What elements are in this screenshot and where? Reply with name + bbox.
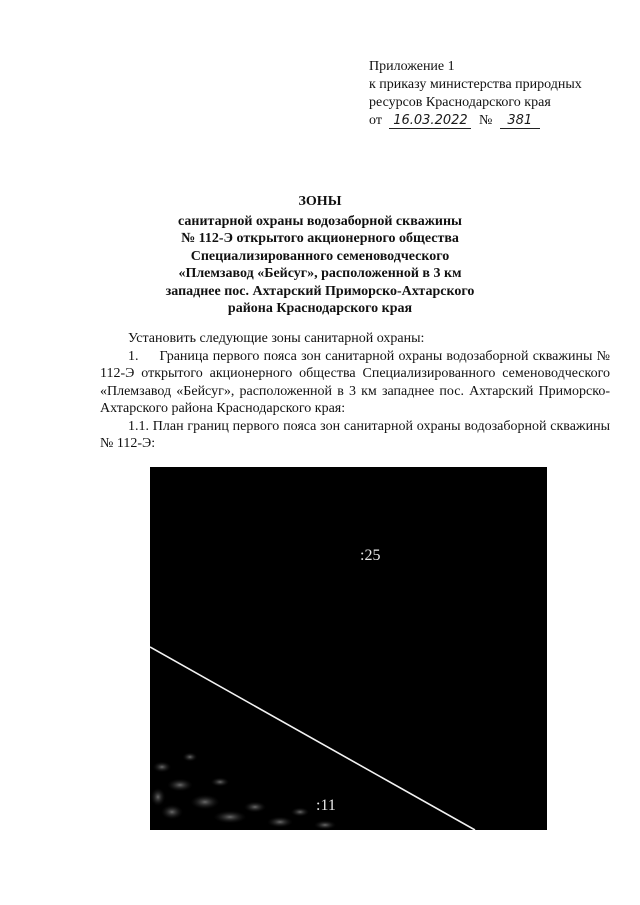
title-heading: ЗОНЫ [298,194,342,209]
title-line: санитарной охраны водозаборной скважины [178,213,462,229]
order-date-handwritten: 16.03.2022 [389,114,471,129]
intro-paragraph: Установить следующие зоны санитарной охраны: [128,331,425,346]
title-line: западнее пос. Ахтарский Приморско-Ахтарского [165,283,475,299]
title-line: № 112-Э открытого акционерного общества [181,231,459,246]
number-sign: № [478,113,493,128]
title-line: Специализированного семеноводческого [190,248,450,264]
order-reference-line: к приказу министерства природных [369,77,582,92]
title-line: района Краснодарского края [227,301,413,316]
item-1-1-paragraph: 1.1. План границ первого пояса зон санитарной охраны водозаборной скважины № 112-Э: [100,418,610,451]
title-line: «Племзавод «Бейсуг», расположенной в 3 км [178,266,462,281]
appendix-header [369,58,629,130]
appendix-title: Приложение 1 [369,59,455,74]
order-date-line [369,112,629,130]
document-body [100,330,610,453]
map-label-top: :25 [360,547,381,564]
order-number-handwritten: 381 [500,114,540,129]
map-label-bottom: :11 [316,797,336,814]
item-1-paragraph: 1. Граница первого пояса зон санитарной охраны водозаборной скважины № 112-Э открытого акционерного общества Специализированного семеноводческого «Племзавод «Бейсуг», расположенной в 3 км западнее пос. Ахтарский Приморско-Ахтарского района Краснодарского края: [100,348,610,416]
boundary-plan-map [150,467,547,830]
date-prefix: от [369,113,382,128]
document-title [100,193,540,318]
ministry-name-line: ресурсов Краснодарского края [369,95,551,110]
map-imagery [150,467,547,830]
